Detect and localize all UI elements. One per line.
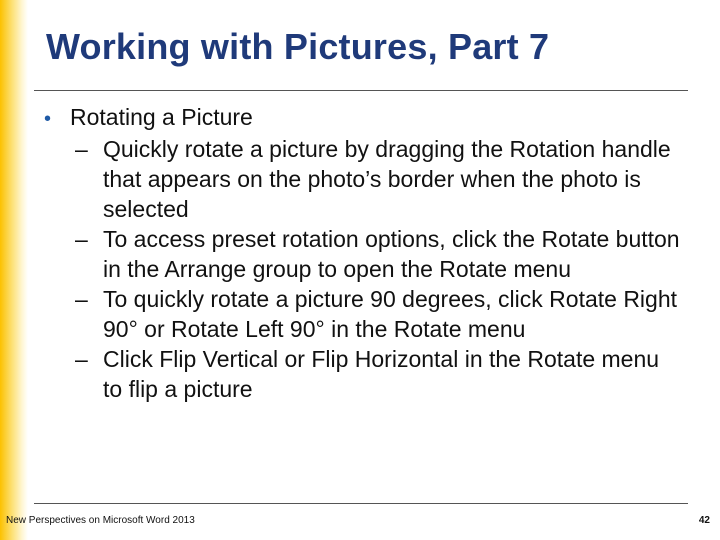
subitem-2 xyxy=(44,224,684,284)
bullet-text: Rotating a Picture xyxy=(70,104,253,130)
subitem-text: Quickly rotate a picture by dragging the Rotation handle that appears on the photo’s border when the photo is selected xyxy=(103,136,671,222)
bullet-item xyxy=(44,102,684,134)
subitem-3 xyxy=(44,284,684,344)
bullet-marker: • xyxy=(44,108,52,130)
subitem-text: Click Flip Vertical or Flip Horizontal in the Rotate menu to flip a picture xyxy=(103,346,660,402)
dash-marker: – xyxy=(75,226,88,252)
slide-title: Working with Pictures, Part 7 xyxy=(46,26,550,67)
subitem-4 xyxy=(44,344,684,404)
footer-divider xyxy=(34,503,688,504)
dash-marker: – xyxy=(75,346,88,372)
dash-marker: – xyxy=(75,136,88,162)
slide-body xyxy=(44,102,684,404)
footer-source: New Perspectives on Microsoft Word 2013 xyxy=(6,515,195,526)
page-number: 42 xyxy=(698,515,710,526)
dash-marker: – xyxy=(75,286,88,312)
subitem-text: To access preset rotation options, click the Rotate button in the Arrange group to open the Rotate menu xyxy=(103,226,680,282)
subitem-1 xyxy=(44,134,684,224)
subitem-text: To quickly rotate a picture 90 degrees, click Rotate Right 90° or Rotate Left 90° in the Rotate menu xyxy=(103,286,678,342)
accent-strip xyxy=(0,0,28,540)
title-divider xyxy=(34,90,688,91)
